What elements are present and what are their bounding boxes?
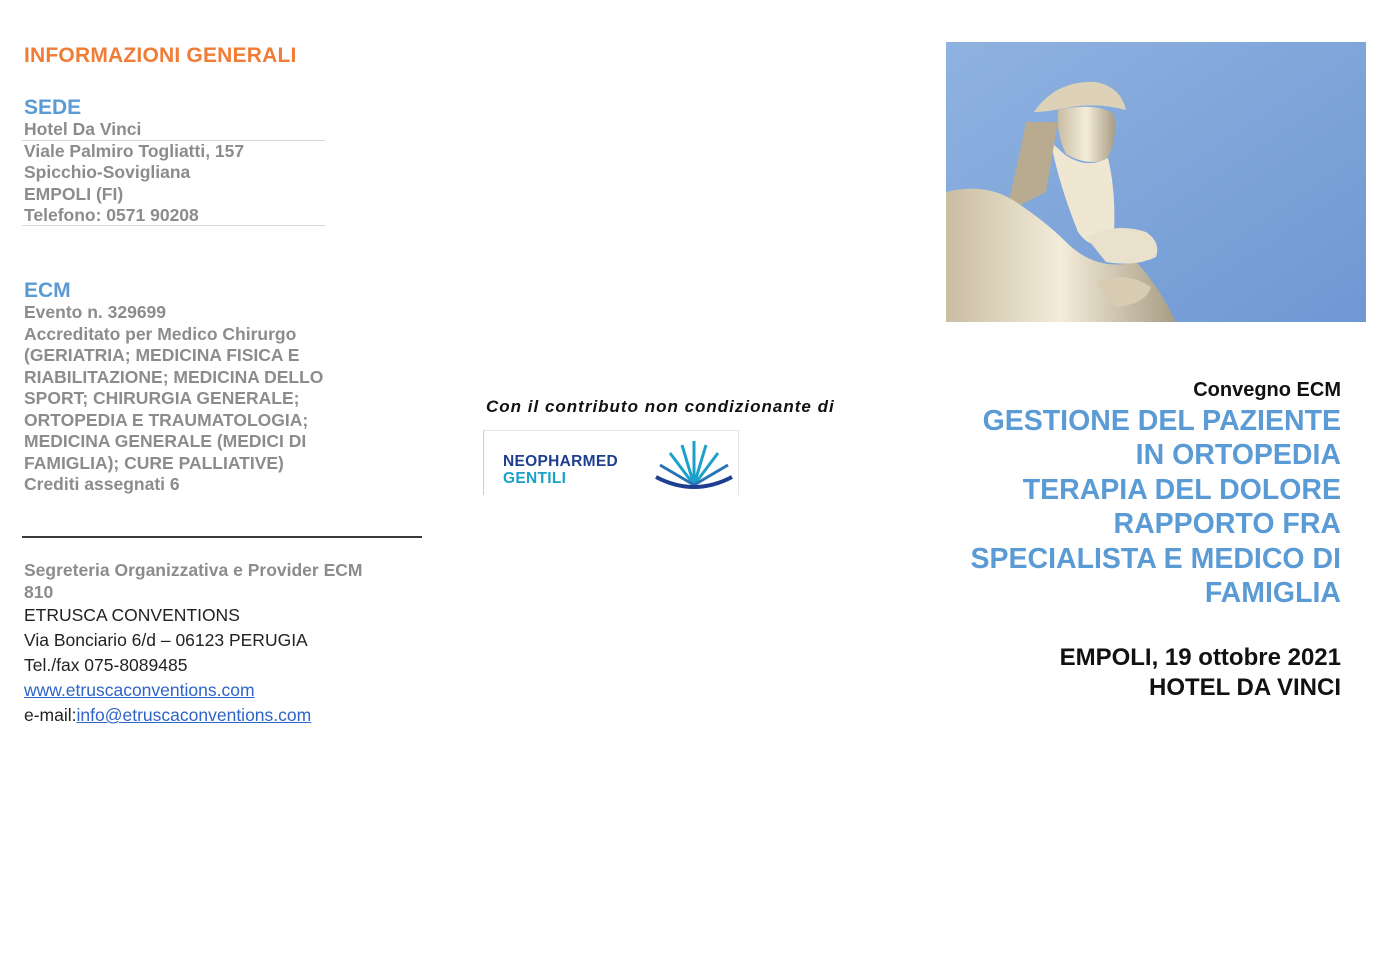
ecm-line: Crediti assegnati 6 xyxy=(24,474,180,494)
ecm-line: SPORT; CHIRURGIA GENERALE; xyxy=(24,388,300,408)
sede-line: Viale Palmiro Togliatti, 157 xyxy=(24,140,245,161)
segreteria-contacts xyxy=(24,603,311,728)
ecm-line: MEDICINA GENERALE (MEDICI DI xyxy=(24,431,307,451)
company-address: Via Bonciario 6/d – 06123 PERUGIA xyxy=(24,630,308,650)
title-line: IN ORTOPEDIA xyxy=(1135,439,1341,472)
segreteria-heading-line: Segreteria Organizzativa e Provider ECM xyxy=(24,560,363,580)
sede-line: Spicchio-Sovigliana xyxy=(24,162,191,182)
event-date: EMPOLI, 19 ottobre 2021 xyxy=(1059,644,1341,671)
ecm-line: Accreditato per Medico Chirurgo xyxy=(24,323,297,344)
event-title xyxy=(970,404,1341,610)
sede-address xyxy=(24,119,244,227)
event-date-venue xyxy=(1060,643,1341,702)
sponsor-logo xyxy=(483,430,739,495)
website-link[interactable]: www.etruscaconventions.com xyxy=(24,680,255,700)
neopharmed-fan-icon xyxy=(654,437,734,491)
ecm-line: ORTOPEDIA E TRAUMATOLOGIA; xyxy=(24,409,309,430)
ecm-details xyxy=(24,302,323,496)
divider xyxy=(22,225,325,226)
company-phone: Tel./fax 075-8089485 xyxy=(24,655,188,675)
logo-text-secondary: GENTILI xyxy=(503,470,567,487)
sede-line: EMPOLI (FI) xyxy=(24,183,124,204)
ecm-line: RIABILITAZIONE; MEDICINA DELLO xyxy=(24,366,324,387)
email-label: e-mail: xyxy=(24,705,77,725)
ecm-line: (GERIATRIA; MEDICINA FISICA E xyxy=(24,345,300,365)
section-title: INFORMAZIONI GENERALI xyxy=(24,44,297,67)
section-divider xyxy=(22,536,422,538)
email-link[interactable]: info@etruscaconventions.com xyxy=(76,705,312,725)
title-line: RAPPORTO FRA xyxy=(1113,508,1341,541)
ecm-heading: ECM xyxy=(24,279,71,302)
segreteria-heading xyxy=(24,560,362,603)
segreteria-heading-line: 810 xyxy=(24,581,54,602)
leonardo-statue-photo xyxy=(946,42,1366,322)
event-type: Convegno ECM xyxy=(1193,379,1341,401)
ecm-line: Evento n. 329699 xyxy=(24,302,167,322)
title-line: TERAPIA DEL DOLORE xyxy=(1022,473,1341,506)
sponsor-caption: Con il contributo non condizionante di xyxy=(486,397,835,416)
sede-heading: SEDE xyxy=(24,96,82,119)
title-line: GESTIONE DEL PAZIENTE xyxy=(982,405,1341,437)
logo-text-primary: NEOPHARMED xyxy=(503,453,618,470)
event-venue: HOTEL DA VINCI xyxy=(1148,673,1341,701)
sede-line: Telefono: 0571 90208 xyxy=(24,205,199,225)
title-line: FAMIGLIA xyxy=(1204,577,1341,610)
company-name: ETRUSCA CONVENTIONS xyxy=(24,605,240,625)
sede-line: Hotel Da Vinci xyxy=(24,119,142,139)
ecm-line: FAMIGLIA); CURE PALLIATIVE) xyxy=(24,452,284,473)
title-line: SPECIALISTA E MEDICO DI xyxy=(970,542,1341,575)
